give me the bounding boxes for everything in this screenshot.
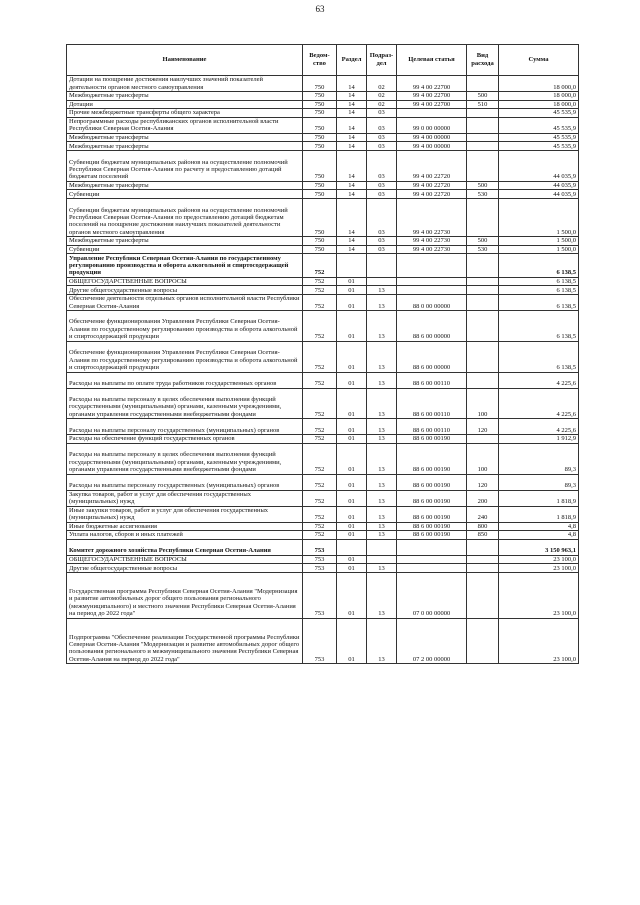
row-vr — [467, 76, 499, 92]
row-sum: 45 535,9 — [499, 117, 579, 133]
row-ved: 750 — [303, 142, 337, 151]
row-cs: 99 4 00 22730 — [397, 198, 467, 236]
table-row — [67, 555, 579, 564]
row-ved: 750 — [303, 181, 337, 190]
row-razdel: 14 — [337, 237, 367, 246]
row-sum: 44 035,9 — [499, 190, 579, 199]
row-cs: 99 4 00 00000 — [397, 133, 467, 142]
row-podrazdel: 03 — [367, 190, 397, 199]
row-vr: 100 — [467, 388, 499, 419]
table-row — [67, 506, 579, 522]
table-row — [67, 142, 579, 151]
row-sum: 6 138,5 — [499, 277, 579, 286]
row-ved: 752 — [303, 310, 337, 341]
row-razdel: 01 — [337, 522, 367, 531]
row-ved: 752 — [303, 443, 337, 474]
row-cs: 99 0 00 00000 — [397, 117, 467, 133]
col-header-vr: Вид расхода — [467, 45, 499, 76]
row-ved: 752 — [303, 277, 337, 286]
row-ved: 752 — [303, 341, 337, 372]
col-header-podrazdel: Подраз-дел — [367, 45, 397, 76]
row-sum: 4,8 — [499, 531, 579, 540]
row-vr: 100 — [467, 443, 499, 474]
row-sum: 4 225,6 — [499, 419, 579, 435]
table-row — [67, 133, 579, 142]
row-ved: 752 — [303, 286, 337, 295]
row-vr — [467, 341, 499, 372]
row-razdel: 01 — [337, 531, 367, 540]
row-name: Расходы на выплаты персоналу государственных (муниципальных) органов — [67, 419, 303, 435]
row-cs: 88 6 00 00190 — [397, 522, 467, 531]
row-vr: 500 — [467, 92, 499, 101]
row-sum: 1 818,9 — [499, 490, 579, 506]
row-sum: 45 535,9 — [499, 142, 579, 151]
row-ved: 752 — [303, 506, 337, 522]
row-ved: 752 — [303, 531, 337, 540]
table-header — [67, 45, 579, 76]
row-sum: 18 000,0 — [499, 100, 579, 109]
row-sum: 44 035,9 — [499, 181, 579, 190]
row-name: Непрограммные расходы республиканских органов исполнительной власти Республики Северная Осетия-Алания — [67, 117, 303, 133]
row-cs: 88 6 00 00190 — [397, 443, 467, 474]
table-row — [67, 435, 579, 444]
row-vr: 240 — [467, 506, 499, 522]
row-name: Другие общегосударственные вопросы — [67, 286, 303, 295]
table-row — [67, 150, 579, 181]
row-vr — [467, 294, 499, 310]
row-vr — [467, 277, 499, 286]
row-ved: 752 — [303, 522, 337, 531]
row-cs: 88 6 00 00190 — [397, 474, 467, 490]
row-ved: 752 — [303, 372, 337, 388]
row-ved: 753 — [303, 564, 337, 573]
row-cs: 99 4 00 22720 — [397, 181, 467, 190]
row-cs — [397, 539, 467, 555]
row-razdel: 01 — [337, 573, 367, 619]
row-name: Расходы на выплаты персоналу в целях обеспечения выполнения функций государственными (муниципальными) органами, казенными учреждениями, органами управления государственными внебюджетными фондами — [67, 443, 303, 474]
row-cs: 99 4 00 22700 — [397, 92, 467, 101]
row-podrazdel — [367, 539, 397, 555]
row-podrazdel — [367, 277, 397, 286]
row-sum: 23 100,0 — [499, 564, 579, 573]
row-podrazdel — [367, 555, 397, 564]
row-name: Закупка товаров, работ и услуг для обеспечения государственных (муниципальных) нужд — [67, 490, 303, 506]
row-sum: 1 818,9 — [499, 506, 579, 522]
row-razdel: 14 — [337, 150, 367, 181]
table-row — [67, 76, 579, 92]
row-name: Расходы на выплаты персоналу государственных (муниципальных) органов — [67, 474, 303, 490]
row-cs: 99 4 00 22720 — [397, 190, 467, 199]
row-name: Другие общегосударственные вопросы — [67, 564, 303, 573]
row-podrazdel: 03 — [367, 142, 397, 151]
table-row — [67, 294, 579, 310]
row-razdel: 01 — [337, 286, 367, 295]
row-razdel: 01 — [337, 388, 367, 419]
table-row — [67, 277, 579, 286]
row-sum: 89,3 — [499, 474, 579, 490]
row-cs: 88 6 00 00110 — [397, 372, 467, 388]
row-name: Дотации на поощрение достижения наилучших значений показателей деятельности органов местного самоуправления — [67, 76, 303, 92]
row-name: Межбюджетные трансферты — [67, 181, 303, 190]
row-vr — [467, 539, 499, 555]
row-vr: 120 — [467, 419, 499, 435]
row-name: Субвенции — [67, 245, 303, 254]
row-razdel: 01 — [337, 294, 367, 310]
col-header-razdel: Раздел — [337, 45, 367, 76]
row-vr — [467, 310, 499, 341]
row-cs: 88 6 00 00190 — [397, 490, 467, 506]
table-row — [67, 181, 579, 190]
table-row — [67, 531, 579, 540]
row-podrazdel: 03 — [367, 245, 397, 254]
row-ved: 753 — [303, 573, 337, 619]
row-podrazdel: 13 — [367, 573, 397, 619]
row-cs — [397, 564, 467, 573]
row-ved: 753 — [303, 555, 337, 564]
table-row — [67, 522, 579, 531]
row-cs: 88 6 00 00000 — [397, 341, 467, 372]
row-name: Подпрограмма "Обеспечение реализации Государственной программы Республики Северная Осетия-Алания "Модернизация и развитие автомобильных дорог общего пользования регионального и межмуниципального значения Республики Северная Осетия-Алания на период до 2022 года" — [67, 618, 303, 664]
row-name: Субвенции бюджетам муниципальных районов на осуществление полномочий Республики Северная Осетия-Алания по расчету и предоставлению дотаций бюджетам поселений — [67, 150, 303, 181]
row-podrazdel: 13 — [367, 435, 397, 444]
row-podrazdel: 13 — [367, 286, 397, 295]
table-row — [67, 618, 579, 664]
row-podrazdel: 03 — [367, 198, 397, 236]
row-name: Уплата налогов, сборов и иных платежей — [67, 531, 303, 540]
row-name: Расходы на обеспечение функций государственных органов — [67, 435, 303, 444]
row-razdel: 14 — [337, 142, 367, 151]
table-row — [67, 539, 579, 555]
row-ved: 750 — [303, 109, 337, 118]
row-sum: 1 500,0 — [499, 245, 579, 254]
table-row — [67, 388, 579, 419]
row-podrazdel: 13 — [367, 310, 397, 341]
row-razdel — [337, 539, 367, 555]
row-razdel: 14 — [337, 100, 367, 109]
row-podrazdel: 02 — [367, 92, 397, 101]
table-row — [67, 117, 579, 133]
row-name: Расходы на выплаты по оплате труда работников государственных органов — [67, 372, 303, 388]
table-row — [67, 109, 579, 118]
row-ved: 750 — [303, 237, 337, 246]
row-podrazdel: 03 — [367, 117, 397, 133]
row-sum: 89,3 — [499, 443, 579, 474]
row-cs: 99 4 00 22700 — [397, 100, 467, 109]
row-cs — [397, 286, 467, 295]
row-name: Комитет дорожного хозяйства Республики Северная Осетия-Алания — [67, 539, 303, 555]
row-razdel: 01 — [337, 506, 367, 522]
row-vr — [467, 109, 499, 118]
row-name: Обеспечение функционирования Управления Республики Северная Осетия-Алания по государственному регулированию производства и оборота алкогольной и спиртосодержащей продукции — [67, 310, 303, 341]
row-ved: 750 — [303, 76, 337, 92]
row-vr — [467, 372, 499, 388]
row-vr — [467, 286, 499, 295]
row-ved: 750 — [303, 92, 337, 101]
row-sum: 18 000,0 — [499, 92, 579, 101]
table-row — [67, 372, 579, 388]
row-sum: 3 150 963,1 — [499, 539, 579, 555]
row-cs: 88 6 00 00190 — [397, 435, 467, 444]
table-row — [67, 419, 579, 435]
row-razdel: 01 — [337, 341, 367, 372]
row-vr — [467, 150, 499, 181]
row-name: Иные бюджетные ассигнования — [67, 522, 303, 531]
row-cs: 88 6 00 00000 — [397, 310, 467, 341]
row-name: Обеспечение функционирования Управления Республики Северная Осетия-Алания по государственному регулированию производства и оборота алкогольной и спиртосодержащей продукции — [67, 341, 303, 372]
row-ved: 750 — [303, 117, 337, 133]
row-razdel: 14 — [337, 117, 367, 133]
table-row — [67, 92, 579, 101]
row-sum: 1 912,9 — [499, 435, 579, 444]
row-name: Расходы на выплаты персоналу в целях обеспечения выполнения функций государственными (муниципальными) органами, казенными учреждениями, органами управления государственными внебюджетными фондами — [67, 388, 303, 419]
table-row — [67, 310, 579, 341]
row-name: Управление Республики Северная Осетия-Алания по государственному регулированию производства и оборота алкогольной и спиртосодержащей продукции — [67, 254, 303, 277]
row-vr: 800 — [467, 522, 499, 531]
row-podrazdel: 03 — [367, 109, 397, 118]
row-name: Субвенции — [67, 190, 303, 199]
row-name: Прочие межбюджетные трансферты общего характера — [67, 109, 303, 118]
row-ved: 752 — [303, 474, 337, 490]
row-podrazdel: 13 — [367, 618, 397, 664]
row-razdel: 01 — [337, 555, 367, 564]
row-razdel: 14 — [337, 109, 367, 118]
row-vr: 120 — [467, 474, 499, 490]
row-sum: 1 500,0 — [499, 198, 579, 236]
row-sum: 6 138,5 — [499, 294, 579, 310]
row-podrazdel: 13 — [367, 474, 397, 490]
row-razdel: 14 — [337, 181, 367, 190]
row-podrazdel: 13 — [367, 490, 397, 506]
row-vr: 510 — [467, 100, 499, 109]
row-sum: 6 138,5 — [499, 286, 579, 295]
page-number: 63 — [315, 4, 325, 14]
row-name: Дотации — [67, 100, 303, 109]
row-vr — [467, 564, 499, 573]
row-sum: 6 138,5 — [499, 254, 579, 277]
row-razdel: 01 — [337, 564, 367, 573]
row-podrazdel: 03 — [367, 237, 397, 246]
row-razdel: 01 — [337, 419, 367, 435]
row-vr — [467, 555, 499, 564]
row-vr: 500 — [467, 181, 499, 190]
row-ved: 750 — [303, 100, 337, 109]
row-podrazdel: 13 — [367, 419, 397, 435]
row-razdel: 01 — [337, 474, 367, 490]
row-ved: 750 — [303, 133, 337, 142]
row-razdel — [337, 254, 367, 277]
row-ved: 752 — [303, 419, 337, 435]
row-sum: 45 535,9 — [499, 133, 579, 142]
row-podrazdel: 13 — [367, 294, 397, 310]
row-razdel: 01 — [337, 618, 367, 664]
row-vr — [467, 573, 499, 619]
row-name: Межбюджетные трансферты — [67, 237, 303, 246]
row-cs: 88 6 00 00110 — [397, 419, 467, 435]
row-cs: 99 4 00 00000 — [397, 142, 467, 151]
row-name: Обеспечение деятельности отдельных органов исполнительной власти Республики Северная Осетия-Алания — [67, 294, 303, 310]
row-ved: 752 — [303, 388, 337, 419]
row-name: ОБЩЕГОСУДАРСТВЕННЫЕ ВОПРОСЫ — [67, 277, 303, 286]
row-cs: 99 4 00 22700 — [397, 76, 467, 92]
row-razdel: 01 — [337, 372, 367, 388]
table-row — [67, 286, 579, 295]
col-header-cs: Целевая статья — [397, 45, 467, 76]
row-name: Межбюджетные трансферты — [67, 142, 303, 151]
row-razdel: 01 — [337, 435, 367, 444]
row-podrazdel: 02 — [367, 76, 397, 92]
table-row — [67, 573, 579, 619]
row-ved: 753 — [303, 539, 337, 555]
row-cs: 99 4 00 22730 — [397, 237, 467, 246]
table-row — [67, 341, 579, 372]
row-razdel: 14 — [337, 76, 367, 92]
row-cs: 88 6 00 00190 — [397, 531, 467, 540]
table-row — [67, 443, 579, 474]
row-ved: 750 — [303, 150, 337, 181]
row-sum: 23 100,0 — [499, 555, 579, 564]
row-vr: 500 — [467, 237, 499, 246]
row-podrazdel: 13 — [367, 522, 397, 531]
row-ved: 750 — [303, 190, 337, 199]
row-podrazdel: 13 — [367, 564, 397, 573]
row-sum: 45 535,9 — [499, 109, 579, 118]
row-podrazdel: 13 — [367, 388, 397, 419]
row-cs: 07 2 00 00000 — [397, 618, 467, 664]
row-sum: 23 100,0 — [499, 618, 579, 664]
row-ved: 753 — [303, 618, 337, 664]
row-podrazdel: 03 — [367, 133, 397, 142]
row-razdel: 14 — [337, 190, 367, 199]
row-name: Государственная программа Республики Северная Осетия-Алания "Модернизация и развитие автомобильных дорог общего пользования регионального (межмуниципального) и местного значения Республики Северная Осетия-Алания на период до 2022 года" — [67, 573, 303, 619]
col-header-sum: Сумма — [499, 45, 579, 76]
row-razdel: 14 — [337, 133, 367, 142]
row-podrazdel: 03 — [367, 181, 397, 190]
row-ved: 752 — [303, 294, 337, 310]
row-cs — [397, 109, 467, 118]
table-row — [67, 100, 579, 109]
row-sum: 23 100,0 — [499, 573, 579, 619]
row-vr: 200 — [467, 490, 499, 506]
row-ved: 752 — [303, 435, 337, 444]
row-vr — [467, 435, 499, 444]
row-vr: 530 — [467, 245, 499, 254]
row-podrazdel: 03 — [367, 150, 397, 181]
row-cs: 99 4 00 22720 — [397, 150, 467, 181]
table-row — [67, 564, 579, 573]
row-podrazdel: 02 — [367, 100, 397, 109]
row-sum: 4 225,6 — [499, 372, 579, 388]
row-ved: 752 — [303, 254, 337, 277]
row-podrazdel: 13 — [367, 531, 397, 540]
row-razdel: 01 — [337, 310, 367, 341]
row-cs: 88 0 00 00000 — [397, 294, 467, 310]
row-sum: 6 138,5 — [499, 341, 579, 372]
row-podrazdel — [367, 254, 397, 277]
budget-table — [66, 44, 579, 664]
row-razdel: 01 — [337, 443, 367, 474]
table-row — [67, 237, 579, 246]
row-name: Межбюджетные трансферты — [67, 92, 303, 101]
row-sum: 4,8 — [499, 522, 579, 531]
row-ved: 750 — [303, 245, 337, 254]
row-razdel: 01 — [337, 490, 367, 506]
row-cs: 07 0 00 00000 — [397, 573, 467, 619]
row-podrazdel: 13 — [367, 506, 397, 522]
row-vr — [467, 142, 499, 151]
row-cs — [397, 277, 467, 286]
table-row — [67, 490, 579, 506]
row-sum: 4 225,6 — [499, 388, 579, 419]
col-header-name: Наименование — [67, 45, 303, 76]
row-name: Иные закупки товаров, работ и услуг для обеспечения государственных (муниципальных) нужд — [67, 506, 303, 522]
row-razdel: 14 — [337, 198, 367, 236]
row-ved: 750 — [303, 198, 337, 236]
col-header-ved: Ведом-ство — [303, 45, 337, 76]
row-cs — [397, 254, 467, 277]
table-row — [67, 245, 579, 254]
row-name: ОБЩЕГОСУДАРСТВЕННЫЕ ВОПРОСЫ — [67, 555, 303, 564]
row-razdel: 14 — [337, 92, 367, 101]
row-sum: 44 035,9 — [499, 150, 579, 181]
row-cs: 88 6 00 00110 — [397, 388, 467, 419]
row-razdel: 14 — [337, 245, 367, 254]
row-vr — [467, 117, 499, 133]
row-podrazdel: 13 — [367, 443, 397, 474]
row-podrazdel: 13 — [367, 372, 397, 388]
table-row — [67, 474, 579, 490]
row-cs: 88 6 00 00190 — [397, 506, 467, 522]
row-vr: 530 — [467, 190, 499, 199]
row-vr: 850 — [467, 531, 499, 540]
table-row — [67, 198, 579, 236]
row-vr — [467, 198, 499, 236]
row-ved: 752 — [303, 490, 337, 506]
row-name: Межбюджетные трансферты — [67, 133, 303, 142]
row-vr — [467, 254, 499, 277]
row-cs: 99 4 00 22730 — [397, 245, 467, 254]
row-sum: 6 138,5 — [499, 310, 579, 341]
row-name: Субвенции бюджетам муниципальных районов на осуществление полномочий Республики Северная Осетия-Алания по предоставлению дотаций бюджетам поселений на поощрение достижения наилучших показателей деятельности органов местного самоуправления — [67, 198, 303, 236]
table-row — [67, 190, 579, 199]
row-razdel: 01 — [337, 277, 367, 286]
row-cs — [397, 555, 467, 564]
row-sum: 18 000,0 — [499, 76, 579, 92]
row-vr — [467, 618, 499, 664]
table-row — [67, 254, 579, 277]
row-podrazdel: 13 — [367, 341, 397, 372]
row-vr — [467, 133, 499, 142]
row-sum: 1 500,0 — [499, 237, 579, 246]
